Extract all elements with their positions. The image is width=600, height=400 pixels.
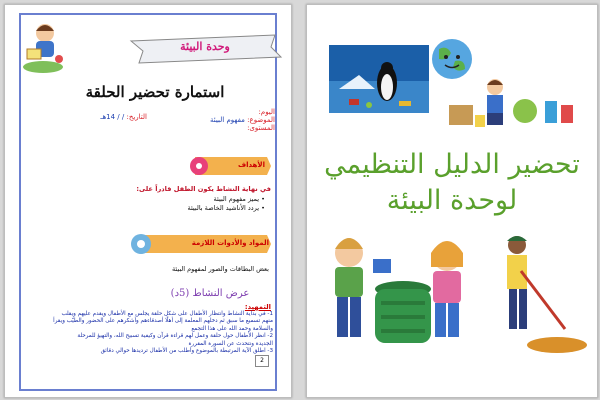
page-number: 2: [255, 355, 269, 367]
subject-value: مفهوم البيئة: [210, 116, 245, 124]
date-row: [67, 113, 147, 121]
left-page: [4, 4, 292, 398]
goal-item: • يميز مفهوم البيئة: [213, 195, 265, 203]
date-label: التاريخ:: [126, 113, 147, 121]
date-value: / / 14هـ: [100, 113, 125, 121]
subject-label: الموضوع:: [247, 116, 275, 124]
right-page: [306, 4, 598, 398]
recycling-boy-clipart: [445, 75, 585, 131]
cover-title-line-1: تحضير الدليل التنظيمي: [324, 149, 580, 180]
goals-list: [145, 195, 265, 213]
day-label: اليوم:: [258, 108, 275, 116]
form-title: استمارة تحضير الحلقة: [85, 83, 225, 101]
activity-intro-label: التمهيد:: [244, 303, 271, 311]
goals-intro: في نهاية النشاط يكون الطفل قادراً على:: [136, 185, 271, 193]
resources-heading: المواد والأدوات اللازمة: [191, 239, 269, 247]
composting-kids-clipart: [321, 231, 591, 359]
goals-heading: الأهداف: [237, 161, 265, 169]
subject-row: [125, 116, 275, 124]
activity-title: عرض النشاط (5د): [170, 288, 250, 299]
level-label: المستوى:: [247, 124, 275, 132]
activity-lines: [29, 311, 273, 355]
banner-title: وحدة البيئة: [180, 40, 230, 53]
activity-line: 3- اطلق الآية المرتبطة بالموضوع وأطلب من الأطفال ترديدها حوالي دقائق: [100, 348, 273, 355]
resources-text: بعض البطاقات والصور لمفهوم البيئة: [171, 265, 269, 273]
penguin-pollution-picture: [329, 45, 429, 113]
cover-title-line-2: لوحدة البيئة: [386, 185, 518, 216]
activity-line: منهم تسميع ما سبق ثم دخلهم المعلمة إلى أهلًا أصدقاءهم وأشكرهم على الحضور والطيّب ويقرأ: [53, 318, 273, 325]
activity-line: 1- في بداية النشاط وانتظار الأطفال على شكل حلقة يجلس مع الأطفال ويقدم عليهم ويقلب: [61, 311, 273, 317]
goal-item: • يردد الأناشيد الخاصة بالبيئة: [187, 204, 265, 212]
meta-block: [125, 108, 275, 132]
activity-line: والسلامة وحمد الله على هذا التجمع: [191, 325, 273, 332]
child-reading-clipart: [21, 19, 65, 75]
activity-line: الجديدة ونتحدث عن السورة المقررة: [188, 340, 273, 347]
activity-line: 2- انظر الأطفال حول حلقة وعمل لهم قراءة قرآن وكيفية تسبيح الله، والتهيؤ للمرحلة: [77, 333, 273, 340]
